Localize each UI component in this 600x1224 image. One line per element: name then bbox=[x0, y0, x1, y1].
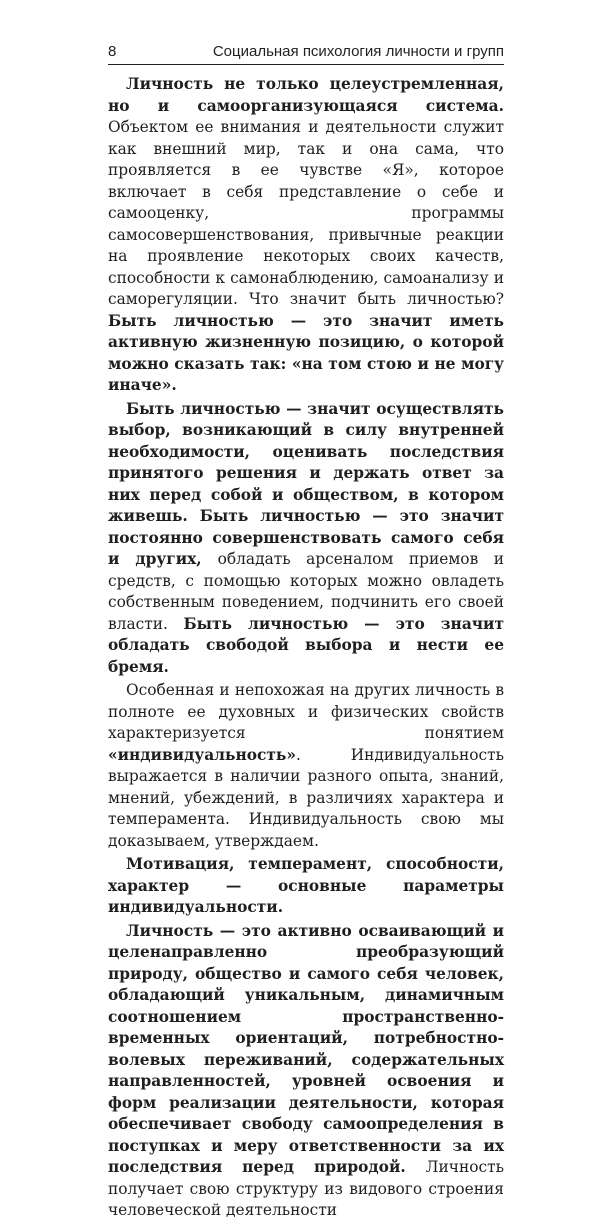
bold-run: Личность — это активно осваивающий и целенаправленно преобразующий природу, общество и самого себя человек, обладающий уникальным, динамичным соотношением пространственно-временных ориентаций, потребностно-волевых переживаний, содержательных направленностей, уровней освоения и форм реализации деятельности, которая обеспечивает свободу самоопределения в поступках и меру ответственности за их последствия перед природой. bbox=[108, 921, 504, 1176]
paragraph bbox=[108, 921, 504, 1222]
plain-run: Объектом ее внимания и деятельности служит как внешний мир, так и она сама, что проявляется в ее чувстве «Я», которое включает в себя представление о себе и самооценку, программы самосовершенствования, привычные реакции на проявление некоторых своих качеств, способности к самонаблюдению, самоанализу и саморегуляции. Что значит быть личностью? bbox=[108, 118, 504, 308]
bold-run: Быть личностью — это значит иметь активную жизненную позицию, о которой можно сказать так: «на том стою и не могу иначе». bbox=[108, 311, 504, 394]
paragraph bbox=[108, 399, 504, 679]
plain-run: Личность получает свою структуру из видового строения человеческой деятельности bbox=[108, 1158, 504, 1219]
bold-run: Быть личностью — это значит обладать свободой выбора и нести ее бремя. bbox=[108, 614, 505, 676]
bold-run: Мотивация, темперамент, способности, характер — основные параметры индивидуальности. bbox=[108, 855, 504, 916]
running-header bbox=[108, 40, 504, 60]
paragraph bbox=[108, 680, 504, 852]
bold-run: «индивидуальность» bbox=[108, 745, 296, 764]
page-number: 8 bbox=[108, 43, 117, 60]
plain-run: обладать арсеналом приемов и средств, с помощью которых можно овладеть собственным поведением, подчинить его своей власти. bbox=[108, 550, 504, 633]
plain-run: . Индивидуальность выражается в наличии разного опыта, знаний, мнений, убеждений, в различиях характера и темперамента. Индивидуальность свою мы доказываем, утверждаем. bbox=[108, 745, 504, 850]
bold-run: Быть личностью — значит осуществлять выбор, возникающий в силу внутренней необходимости, оценивать последствия принятого решения и держать ответ за них перед собой и обществом, в котором живешь. Быть личностью — это значит постоянно совершенствовать самого себя и других, bbox=[108, 399, 504, 568]
running-title: Социальная психология личности и групп bbox=[212, 43, 504, 60]
plain-run: Особенная и непохожая на других личность в полноте ее духовных и физических свойств характеризуется понятием bbox=[108, 681, 504, 742]
bold-run: Личность не только целеустремленная, но и самоорганизующаяся система. bbox=[108, 75, 504, 115]
header-divider bbox=[108, 64, 504, 65]
body-text bbox=[108, 74, 504, 1224]
paragraph bbox=[108, 74, 504, 397]
paragraph bbox=[108, 854, 504, 919]
